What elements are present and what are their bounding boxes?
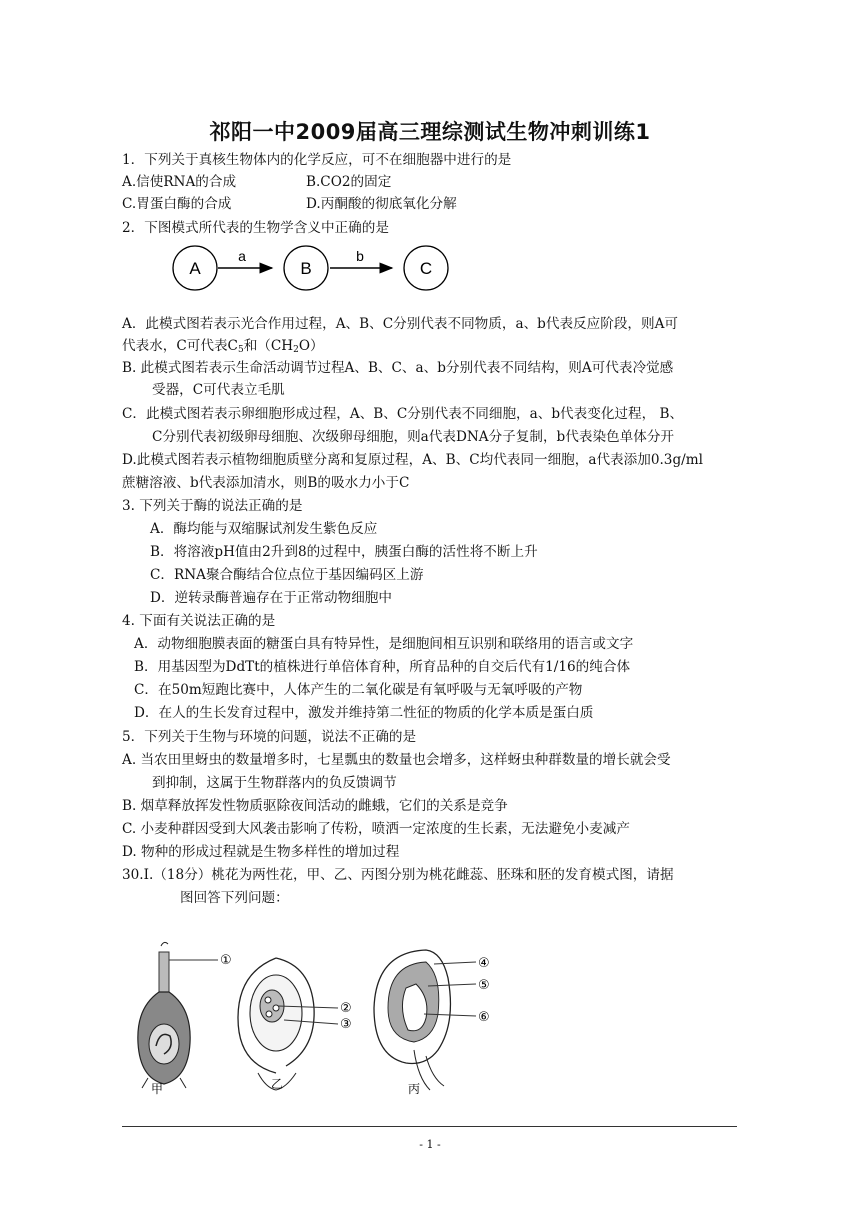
svg-text:B: B <box>300 259 312 278</box>
q2-option-c-line2: C分别代表初级卵母细胞、次级卵母细胞，则a代表DNA分子复制，b代表染色单体分开 <box>152 429 675 445</box>
pistil-drawing <box>138 942 218 1096</box>
node-c <box>404 246 448 290</box>
marker-4: ④ <box>478 955 490 970</box>
q5-option-a-line1: A. 当农田里蚜虫的数量增多时，七星瓢虫的数量也会增多，这样蚜虫种群数量的增长就会受 <box>122 752 671 768</box>
arrow-b <box>330 248 392 268</box>
q2-stem: 2．下图模式所代表的生物学含义中正确的是 <box>122 220 389 236</box>
page-title: 祁阳一中2009届高三理综测试生物冲刺训练1 <box>209 120 651 144</box>
q4-option-c: C．在50m短跑比赛中，人体产生的二氧化碳是有氧呼吸与无氧呼吸的产物 <box>134 682 583 698</box>
svg-text:a: a <box>238 248 246 264</box>
svg-text:丙: 丙 <box>408 1082 421 1096</box>
svg-text:C: C <box>419 259 433 278</box>
abc-flow-diagram <box>160 240 460 300</box>
q5-option-c: C. 小麦种群因受到大风袭击影响了传粉，喷洒一定浓度的生长素，无法避免小麦减产 <box>122 821 630 837</box>
q1-option-a: A.信使RNA的合成 <box>122 174 237 190</box>
q2-option-c-line1: C．此模式图若表示卵细胞形成过程，A、B、C分别代表不同细胞，a、b代表变化过程， B、 <box>122 406 684 422</box>
node-b <box>284 246 328 290</box>
marker-6: ⑥ <box>478 1009 490 1024</box>
q2-option-d-line2: 蔗糖溶液、b代表添加清水，则B的吸水力小于C <box>122 475 410 491</box>
q5-option-d: D. 物种的形成过程就是生物多样性的增加过程 <box>122 844 400 860</box>
footer-rule <box>122 1126 737 1127</box>
q2-option-a-line1: A．此模式图若表示光合作用过程，A、B、C分别代表不同物质，a、b代表反应阶段，则A可 <box>122 316 679 332</box>
q4-stem: 4. 下面有关说法正确的是 <box>122 613 276 629</box>
q3-option-d: D．逆转录酶普遍存在于正常动物细胞中 <box>150 590 392 606</box>
svg-text:甲: 甲 <box>151 1082 164 1096</box>
arrow-a <box>218 248 272 268</box>
q4-option-d: D．在人的生长发育过程中，激发并维持第二性征的物质的化学本质是蛋白质 <box>134 705 594 721</box>
q30-intro-line2: 图回答下列问题： <box>180 890 289 906</box>
q1-stem: 1．下列关于真核生物体内的化学反应，可不在细胞器中进行的是 <box>122 152 512 168</box>
q2-option-b-line2: 受器，C可代表立毛肌 <box>152 382 285 398</box>
q1-option-d: D.丙酮酸的彻底氧化分解 <box>306 196 457 212</box>
flower-development-figure <box>126 938 506 1098</box>
q3-option-b: B．将溶液pH值由2升到8的过程中，胰蛋白酶的活性将不断上升 <box>150 544 538 560</box>
q1-option-c: C.胃蛋白酶的合成 <box>122 196 232 212</box>
node-a <box>173 246 217 290</box>
q2-option-d-line1: D.此模式图若表示植物细胞质壁分离和复原过程，A、B、C均代表同一细胞，a代表添加0.3g/ml <box>122 452 703 468</box>
marker-1: ① <box>220 952 232 967</box>
q2-option-a-line2: 代表水，C可代表$C_5$和$(CH_2O)$ <box>122 338 324 355</box>
q30-intro-line1: 30.I.（18分）桃花为两性花，甲、乙、丙图分别为桃花雌蕊、胚珠和胚的发育模式图，请据 <box>122 867 674 883</box>
page-number: - 1 - <box>419 1138 441 1151</box>
q1-option-b: B.CO2的固定 <box>306 174 392 190</box>
q4-option-a: A．动物细胞膜表面的糖蛋白具有特异性，是细胞间相互识别和联络用的语言或文字 <box>134 636 634 652</box>
q5-option-a-line2: 到抑制，这属于生物群落内的负反馈调节 <box>152 775 397 791</box>
marker-5: ⑤ <box>478 977 490 992</box>
q2-option-b-line1: B. 此模式图若表示生命活动调节过程A、B、C、a、b分别代表不同结构，则A可代表冷觉感 <box>122 360 674 376</box>
q5-option-b: B. 烟草释放挥发性物质驱除夜间活动的雌蛾，它们的关系是竞争 <box>122 798 508 814</box>
svg-text:b: b <box>356 248 364 264</box>
q4-option-b: B．用基因型为DdTt的植株进行单倍体育种，所育品种的自交后代有1/16的纯合体 <box>134 659 631 675</box>
q3-stem: 3. 下列关于酶的说法正确的是 <box>122 498 303 514</box>
marker-2: ② <box>340 1000 352 1015</box>
embryo-drawing <box>374 950 476 1096</box>
q3-option-a: A．酶均能与双缩脲试剂发生紫色反应 <box>150 521 378 537</box>
ovule-drawing <box>238 958 338 1091</box>
q3-option-c: C．RNA聚合酶结合位点位于基因编码区上游 <box>150 567 424 583</box>
q5-stem: 5．下列关于生物与环境的问题，说法不正确的是 <box>122 729 417 745</box>
marker-3: ③ <box>340 1016 352 1031</box>
svg-text:乙: 乙 <box>271 1077 284 1091</box>
svg-text:A: A <box>189 259 201 278</box>
